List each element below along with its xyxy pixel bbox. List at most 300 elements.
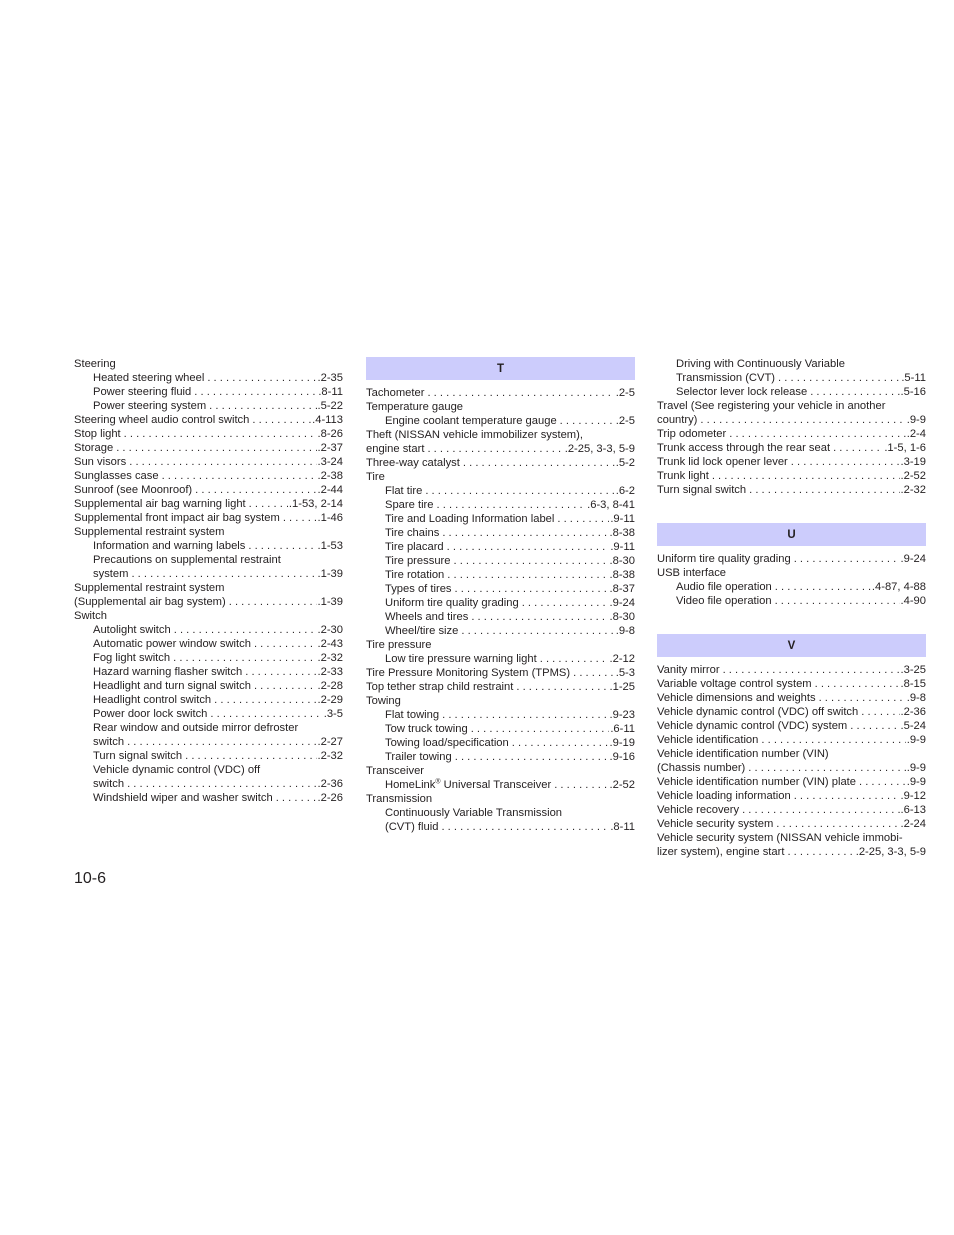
index-entry xyxy=(366,512,635,526)
entry-label: Wheels and tires xyxy=(385,611,469,623)
entry-label: Audio file operation xyxy=(676,581,772,593)
dot-leader xyxy=(723,663,900,677)
page-reference: .2-52 xyxy=(900,470,926,482)
page-reference: .2-38 xyxy=(317,470,343,482)
index-entry xyxy=(366,708,635,722)
entry-label: Power steering fluid xyxy=(93,386,192,398)
index-entry xyxy=(657,455,926,469)
page-reference: .1-39 xyxy=(317,568,343,580)
page-reference: .3-19 xyxy=(900,456,926,468)
dot-leader xyxy=(441,820,609,834)
entry-label: Automatic power window switch xyxy=(93,638,251,650)
index-entry xyxy=(74,413,343,427)
dot-leader xyxy=(127,735,316,749)
entry-label: Vehicle security system xyxy=(657,818,774,830)
dot-leader xyxy=(116,441,316,455)
index-entry xyxy=(657,719,926,733)
dot-leader xyxy=(174,623,317,637)
index-entry xyxy=(657,817,926,831)
dot-leader xyxy=(833,441,883,455)
index-entry xyxy=(74,791,343,805)
page-reference: .2-28 xyxy=(317,680,343,692)
dot-leader xyxy=(729,427,905,441)
index-entry xyxy=(74,539,343,553)
entry-label: lizer system), engine start xyxy=(657,846,785,858)
page-reference: .2-36 xyxy=(317,778,343,790)
page-reference: .5-24 xyxy=(900,720,926,732)
dot-leader xyxy=(554,778,608,792)
entry-label: Tire rotation xyxy=(385,569,445,581)
page-reference: .2-5 xyxy=(615,415,635,427)
entry-label: Headlight and turn signal switch xyxy=(93,680,251,692)
page-reference: .8-11 xyxy=(318,386,343,398)
index-entry xyxy=(366,484,635,498)
index-heading: Temperature gauge xyxy=(366,401,464,413)
page-reference: .1-5, 1-6 xyxy=(884,442,926,454)
page-reference: .2-44 xyxy=(317,484,343,496)
dot-leader xyxy=(195,483,316,497)
entry-label: Vehicle identification xyxy=(657,734,759,746)
dot-leader xyxy=(162,469,317,483)
page-reference: .8-30 xyxy=(609,611,635,623)
entry-label: Tire pressure xyxy=(385,555,451,567)
index-entry xyxy=(366,736,635,750)
entry-label: Windshield wiper and washer switch xyxy=(93,792,273,804)
entry-label: Power steering system xyxy=(93,400,207,412)
entry-label: (Supplemental air bag system) xyxy=(74,596,226,608)
entry-label: Trip odometer xyxy=(657,428,727,440)
index-entry xyxy=(366,666,635,680)
dot-leader xyxy=(207,371,316,385)
page-reference: .2-5 xyxy=(615,387,635,399)
entry-label: Top tether strap child restraint xyxy=(366,681,514,693)
dot-leader xyxy=(209,399,316,413)
dot-leader xyxy=(787,845,854,859)
dot-leader xyxy=(560,414,615,428)
page-reference: .2-29 xyxy=(317,694,343,706)
entry-label: Low tire pressure warning light xyxy=(385,653,537,665)
page-reference: .2-52 xyxy=(609,779,635,791)
index-entry xyxy=(657,691,926,705)
dot-leader xyxy=(749,483,899,497)
page-reference: .8-26 xyxy=(317,428,343,440)
dot-leader xyxy=(427,386,614,400)
index-entry xyxy=(657,677,926,691)
page-reference: .2-12 xyxy=(609,653,635,665)
index-entry-line: Vehicle security system (NISSAN vehicle immobi- xyxy=(657,832,903,844)
page-reference: .1-39 xyxy=(317,596,343,608)
page-reference: .1-46 xyxy=(317,512,343,524)
entry-label-part: Universal Transceiver xyxy=(440,779,552,791)
section-spacer xyxy=(657,497,926,523)
index-entry xyxy=(74,441,343,455)
dot-leader xyxy=(748,761,905,775)
entry-label: Flat towing xyxy=(385,709,440,721)
entry-label: Supplemental air bag warning light xyxy=(74,498,246,510)
index-entry xyxy=(366,596,635,610)
dot-leader xyxy=(471,610,608,624)
entry-label: Supplemental front impact air bag system xyxy=(74,512,280,524)
index-entry xyxy=(366,680,635,694)
dot-leader xyxy=(455,582,609,596)
page-reference: .2-25, 3-3, 5-9 xyxy=(564,443,635,455)
entry-label: Sunglasses case xyxy=(74,470,159,482)
index-entry xyxy=(74,637,343,651)
dot-leader xyxy=(850,719,899,733)
dot-leader xyxy=(127,777,316,791)
entry-label: Video file operation xyxy=(676,595,772,607)
entry-label: Trunk lid lock opener lever xyxy=(657,456,788,468)
dot-leader xyxy=(194,385,317,399)
entry-label: Uniform tire quality grading xyxy=(385,597,519,609)
index-entry xyxy=(657,775,926,789)
dot-leader xyxy=(712,469,900,483)
dot-leader xyxy=(248,539,316,553)
index-heading: Transmission xyxy=(366,793,433,805)
index-entry xyxy=(366,568,635,582)
entry-label: Uniform tire quality grading xyxy=(657,553,791,565)
entry-label: Tire Pressure Monitoring System (TPMS) xyxy=(366,667,571,679)
entry-label: Selector lever lock release xyxy=(676,386,808,398)
index-heading: USB interface xyxy=(657,567,727,579)
page-reference: .2-36 xyxy=(900,706,926,718)
index-entry xyxy=(74,693,343,707)
entry-label: Sun visors xyxy=(74,456,127,468)
index-entry xyxy=(74,665,343,679)
dot-leader xyxy=(254,679,317,693)
index-entry xyxy=(366,624,635,638)
entry-label-part: HomeLink xyxy=(385,779,436,791)
entry-label: Stop light xyxy=(74,428,121,440)
dot-leader xyxy=(245,665,316,679)
section-spacer xyxy=(657,608,926,634)
page-reference: .6-11 xyxy=(610,723,635,735)
dot-leader xyxy=(131,567,316,581)
entry-label: Trunk light xyxy=(657,470,709,482)
entry-label: Vehicle dimensions and weights xyxy=(657,692,816,704)
entry-label: Wheel/tire size xyxy=(385,625,459,637)
index-entry-line: Theft (NISSAN vehicle immobilizer system), xyxy=(366,429,583,441)
entry-label: Spare tire xyxy=(385,499,434,511)
dot-leader xyxy=(522,596,609,610)
index-entry xyxy=(74,777,343,791)
entry-label: Turn signal switch xyxy=(657,484,747,496)
index-column-1 xyxy=(74,357,343,805)
page-reference: .8-30 xyxy=(609,555,635,567)
dot-leader xyxy=(516,680,608,694)
section-header-v: V xyxy=(657,634,926,657)
entry-label: Trailer towing xyxy=(385,751,452,763)
index-entry xyxy=(657,371,926,385)
index-entry xyxy=(366,750,635,764)
entry-label: Information and warning labels xyxy=(93,540,246,552)
dot-leader xyxy=(557,512,609,526)
dot-leader xyxy=(185,749,316,763)
index-heading: Tire pressure xyxy=(366,639,432,651)
entry-label: Autolight switch xyxy=(93,624,171,636)
page-reference: .8-37 xyxy=(609,583,635,595)
entry-label: (Chassis number) xyxy=(657,762,746,774)
entry-label: switch xyxy=(93,736,125,748)
dot-leader xyxy=(778,371,900,385)
page-reference: .4-87, 4-88 xyxy=(871,581,926,593)
entry-label: Sunroof (see Moonroof) xyxy=(74,484,193,496)
dot-leader xyxy=(540,652,609,666)
entry-label: Fog light switch xyxy=(93,652,171,664)
entry-label: Vehicle recovery xyxy=(657,804,740,816)
dot-leader xyxy=(794,789,900,803)
page-reference: .5-22 xyxy=(317,400,343,412)
index-heading: Steering xyxy=(74,358,116,370)
dot-leader xyxy=(775,594,900,608)
page-reference: .9-16 xyxy=(609,751,635,763)
dot-leader xyxy=(791,455,900,469)
section-header-t: T xyxy=(366,357,635,380)
dot-leader xyxy=(427,442,563,456)
entry-label: Types of tires xyxy=(385,583,452,595)
dot-leader xyxy=(776,817,899,831)
page-number: 10-6 xyxy=(74,870,107,887)
page-reference: .5-3 xyxy=(615,667,635,679)
index-entry xyxy=(657,441,926,455)
page-reference: .2-33 xyxy=(317,666,343,678)
index-entry-line: Vehicle dynamic control (VDC) off xyxy=(93,764,261,776)
dot-leader xyxy=(276,791,317,805)
index-entry xyxy=(366,722,635,736)
dot-leader xyxy=(437,498,587,512)
dot-leader xyxy=(254,637,317,651)
index-entry xyxy=(657,705,926,719)
index-entry xyxy=(657,733,926,747)
index-entry xyxy=(366,554,635,568)
index-entry xyxy=(74,735,343,749)
page-reference: .9-19 xyxy=(609,737,635,749)
dot-leader xyxy=(447,540,610,554)
page-reference: .6-2 xyxy=(615,485,635,497)
index-entry xyxy=(657,761,926,775)
index-entry xyxy=(366,820,635,834)
index-entry xyxy=(74,399,343,413)
entry-label: Storage xyxy=(74,442,114,454)
dot-leader xyxy=(210,707,322,721)
page-reference: .9-8 xyxy=(906,692,926,704)
dot-leader xyxy=(573,666,615,680)
dot-leader xyxy=(124,427,317,441)
dot-leader xyxy=(442,708,608,722)
page-reference: .9-9 xyxy=(906,734,926,746)
index-entry xyxy=(74,371,343,385)
entry-label: Tire placard xyxy=(385,541,444,553)
index-entry xyxy=(366,498,635,512)
dot-leader xyxy=(447,568,608,582)
index-entry xyxy=(74,427,343,441)
index-entry xyxy=(366,778,635,792)
index-entry xyxy=(74,679,343,693)
entry-label: Tachometer xyxy=(366,387,425,399)
entry-label: Hazard warning flasher switch xyxy=(93,666,243,678)
page-reference: .2-43 xyxy=(317,638,343,650)
page-reference: .9-24 xyxy=(900,553,926,565)
page-reference: .2-32 xyxy=(900,484,926,496)
index-entry xyxy=(74,749,343,763)
page-reference: .9-9 xyxy=(906,762,926,774)
dot-leader xyxy=(819,691,906,705)
index-entry-line: Driving with Continuously Variable xyxy=(676,358,845,370)
dot-leader xyxy=(810,385,899,399)
entry-label: Engine coolant temperature gauge xyxy=(385,415,557,427)
dot-leader xyxy=(794,552,900,566)
index-heading: Supplemental restraint system xyxy=(74,582,225,594)
page-reference: .9-11 xyxy=(610,513,635,525)
entry-label: Three-way catalyst xyxy=(366,457,460,469)
index-entry xyxy=(657,552,926,566)
registered-mark: ® xyxy=(435,778,441,786)
dot-leader xyxy=(454,554,609,568)
dot-leader xyxy=(471,722,610,736)
page-reference: .8-38 xyxy=(609,569,635,581)
page-reference: .9-9 xyxy=(906,776,926,788)
index-entry xyxy=(657,663,926,677)
entry-label: Trunk access through the rear seat xyxy=(657,442,831,454)
page-reference: .9-8 xyxy=(615,625,635,637)
page-reference: .9-12 xyxy=(900,790,926,802)
index-heading: Transceiver xyxy=(366,765,425,777)
entry-label: Tire chains xyxy=(385,527,440,539)
index-entry xyxy=(366,414,635,428)
dot-leader xyxy=(252,413,311,427)
page-reference: .2-37 xyxy=(317,442,343,454)
page-reference: .6-13 xyxy=(900,804,926,816)
page-reference: .9-23 xyxy=(609,709,635,721)
page-reference: .9-9 xyxy=(906,414,926,426)
index-entry xyxy=(74,623,343,637)
index-entry xyxy=(366,610,635,624)
page-reference: .9-24 xyxy=(609,597,635,609)
page-reference: .2-32 xyxy=(317,652,343,664)
index-entry xyxy=(657,427,926,441)
dot-leader xyxy=(775,580,871,594)
page-reference: .2-4 xyxy=(906,428,926,440)
entry-label: engine start xyxy=(366,443,425,455)
page-reference: .8-15 xyxy=(900,678,926,690)
index-entry xyxy=(74,511,343,525)
entry-label: Flat tire xyxy=(385,485,423,497)
entry-label: Power door lock switch xyxy=(93,708,208,720)
page-reference: .8-11 xyxy=(610,821,635,833)
index-entry xyxy=(657,594,926,608)
dot-leader xyxy=(455,750,609,764)
index-entry xyxy=(657,385,926,399)
index-entry xyxy=(657,469,926,483)
index-entry-line: Continuously Variable Transmission xyxy=(385,807,563,819)
dot-leader xyxy=(249,497,288,511)
entry-label: (CVT) fluid xyxy=(385,821,439,833)
index-entry-line: Vehicle identification number (VIN) xyxy=(657,748,829,760)
dot-leader xyxy=(442,526,608,540)
index-heading: Towing xyxy=(366,695,401,707)
entry-label: Vanity mirror xyxy=(657,664,720,676)
entry-label: Steering wheel audio control switch xyxy=(74,414,250,426)
page-reference: .3-5 xyxy=(323,708,343,720)
entry-label: Vehicle dynamic control (VDC) system xyxy=(657,720,848,732)
index-entry xyxy=(74,651,343,665)
index-entry xyxy=(366,652,635,666)
entry-label: Vehicle dynamic control (VDC) off switch xyxy=(657,706,859,718)
entry-label: Vehicle identification number (VIN) plate xyxy=(657,776,856,788)
page-reference: .4-90 xyxy=(900,595,926,607)
dot-leader xyxy=(229,595,317,609)
dot-leader xyxy=(761,733,905,747)
index-entry-line: Travel (See registering your vehicle in another xyxy=(657,400,886,412)
index-entry xyxy=(74,483,343,497)
page-reference: .1-53 xyxy=(317,540,343,552)
page-reference: .3-24 xyxy=(317,456,343,468)
page-reference: .4-113 xyxy=(312,414,343,426)
entry-label: Turn signal switch xyxy=(93,750,183,762)
index-entry xyxy=(366,582,635,596)
index-entry xyxy=(74,469,343,483)
index-entry xyxy=(657,803,926,817)
section-header-u: U xyxy=(657,523,926,546)
page-reference: .1-25 xyxy=(609,681,635,693)
index-entry xyxy=(657,789,926,803)
page-reference: .2-24 xyxy=(900,818,926,830)
index-column-3 xyxy=(657,357,926,859)
page-reference: .5-11 xyxy=(901,372,926,384)
dot-leader xyxy=(214,693,316,707)
dot-leader xyxy=(700,413,905,427)
dot-leader xyxy=(173,651,316,665)
index-heading: Supplemental restraint system xyxy=(74,526,225,538)
index-entry xyxy=(74,455,343,469)
dot-leader xyxy=(512,736,609,750)
entry-label: Tow truck towing xyxy=(385,723,468,735)
index-column-2 xyxy=(366,357,635,834)
index-entry xyxy=(74,707,343,721)
index-entry xyxy=(366,386,635,400)
page-reference: .8-38 xyxy=(609,527,635,539)
entry-label: Variable voltage control system xyxy=(657,678,812,690)
dot-leader xyxy=(463,456,615,470)
index-entry xyxy=(74,595,343,609)
page-reference: .2-26 xyxy=(317,792,343,804)
index-entry xyxy=(657,413,926,427)
page-reference: .2-27 xyxy=(317,736,343,748)
index-entry xyxy=(366,526,635,540)
page-reference: .2-25, 3-3, 5-9 xyxy=(855,846,926,858)
dot-leader xyxy=(425,484,614,498)
page-reference: .2-32 xyxy=(317,750,343,762)
dot-leader xyxy=(742,803,899,817)
dot-leader xyxy=(283,511,317,525)
index-entry xyxy=(366,456,635,470)
entry-label xyxy=(385,778,551,792)
dot-leader xyxy=(815,677,900,691)
page-reference: .6-3, 8-41 xyxy=(587,499,635,511)
index-entry xyxy=(657,580,926,594)
index-entry-line: Precautions on supplemental restraint xyxy=(93,554,281,566)
entry-label: system xyxy=(93,568,129,580)
page-reference: .3-25 xyxy=(900,664,926,676)
dot-leader xyxy=(461,624,614,638)
page-reference: .2-35 xyxy=(317,372,343,384)
index-heading: Tire xyxy=(366,471,385,483)
index-entry xyxy=(74,567,343,581)
entry-label: switch xyxy=(93,778,125,790)
dot-leader xyxy=(861,705,899,719)
page-reference: .9-11 xyxy=(610,541,635,553)
index-entry xyxy=(366,540,635,554)
